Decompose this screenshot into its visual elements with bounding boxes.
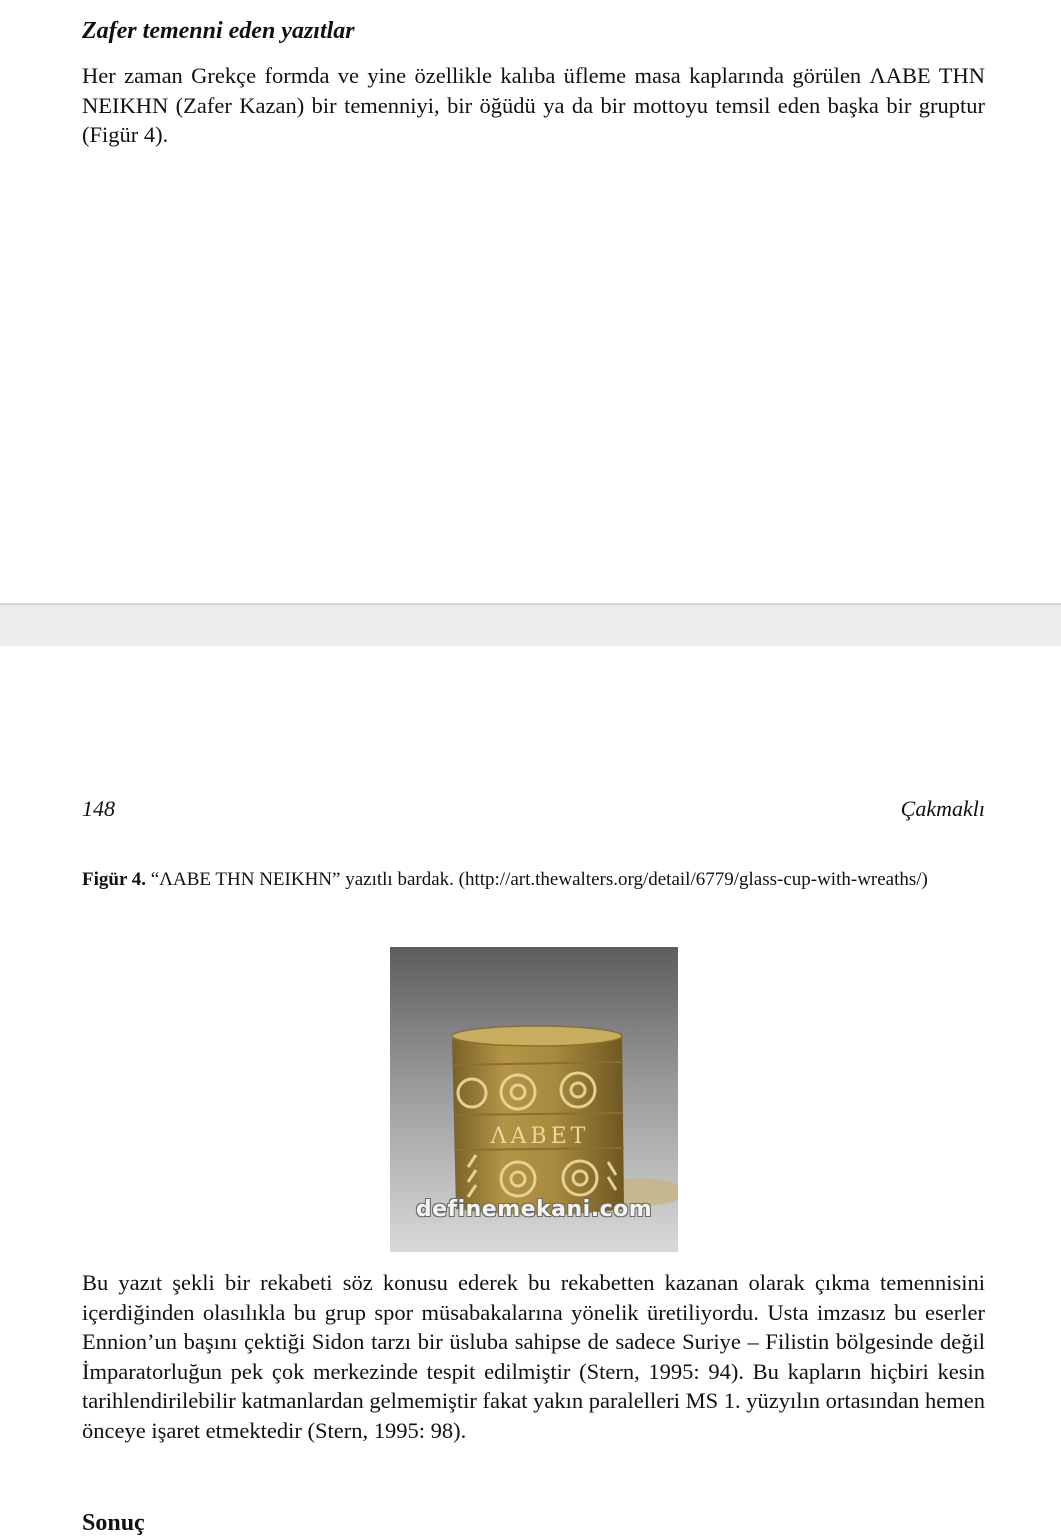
- figure-caption-text: “ΛABE THN NEIKHN” yazıtlı bardak. (http://art.thewalters.org/detail/6779/glass-cup-with-wreaths/): [146, 869, 928, 890]
- document-page-top: [0, 0, 1061, 603]
- watermark-text: definemekani.com: [415, 1197, 653, 1222]
- figure-caption: [82, 866, 985, 893]
- body-paragraph-main: Bu yazıt şekli bir rekabeti söz konusu ederek bu rekabetten kazanan olarak çıkma temennisini içerdiğinden olasılıkla bu grup spor müsabakalarına yönelik üretiliyordu. Usta imzasız bu eserler Ennion’un başını çektiği Sidon tarzı bir üsluba sahipse de sadece Suriye – Filistin bölgesinde değil İmparatorluğun pek çok merkezinde tespit edilmiştir (Stern, 1995: 94). Bu kapların hiçbiri kesin tarihlendirilebilir katmanlardan gelmemiştir fakat yakın paralelleri MS 1. yüzyılın ortasından hemen önceye işaret etmektedir (Stern, 1995: 98).: [82, 1270, 985, 1443]
- page-number: 148: [82, 796, 115, 821]
- next-section-heading: Sonuç: [82, 1510, 145, 1536]
- cup-rim: [452, 1026, 622, 1046]
- section-heading: Zafer temenni eden yazıtlar: [82, 18, 355, 44]
- figure-glass-cup-photo: [390, 947, 678, 1252]
- cup-inscription: ΛΑΒΕΤ: [490, 1124, 590, 1149]
- page-separator: [0, 603, 1061, 646]
- figure-caption-label: Figür 4.: [82, 869, 147, 890]
- body-paragraph-intro: Her zaman Grekçe formda ve yine özellikle kalıba üfleme masa kaplarında görülen ΛABE THN NEIKHN (Zafer Kazan) bir temenniyi, bir öğüdü ya da bir mottoyu temsil eden başka bir gruptur (Figür 4).: [82, 63, 985, 147]
- running-head-author: Çakmaklı: [900, 796, 985, 821]
